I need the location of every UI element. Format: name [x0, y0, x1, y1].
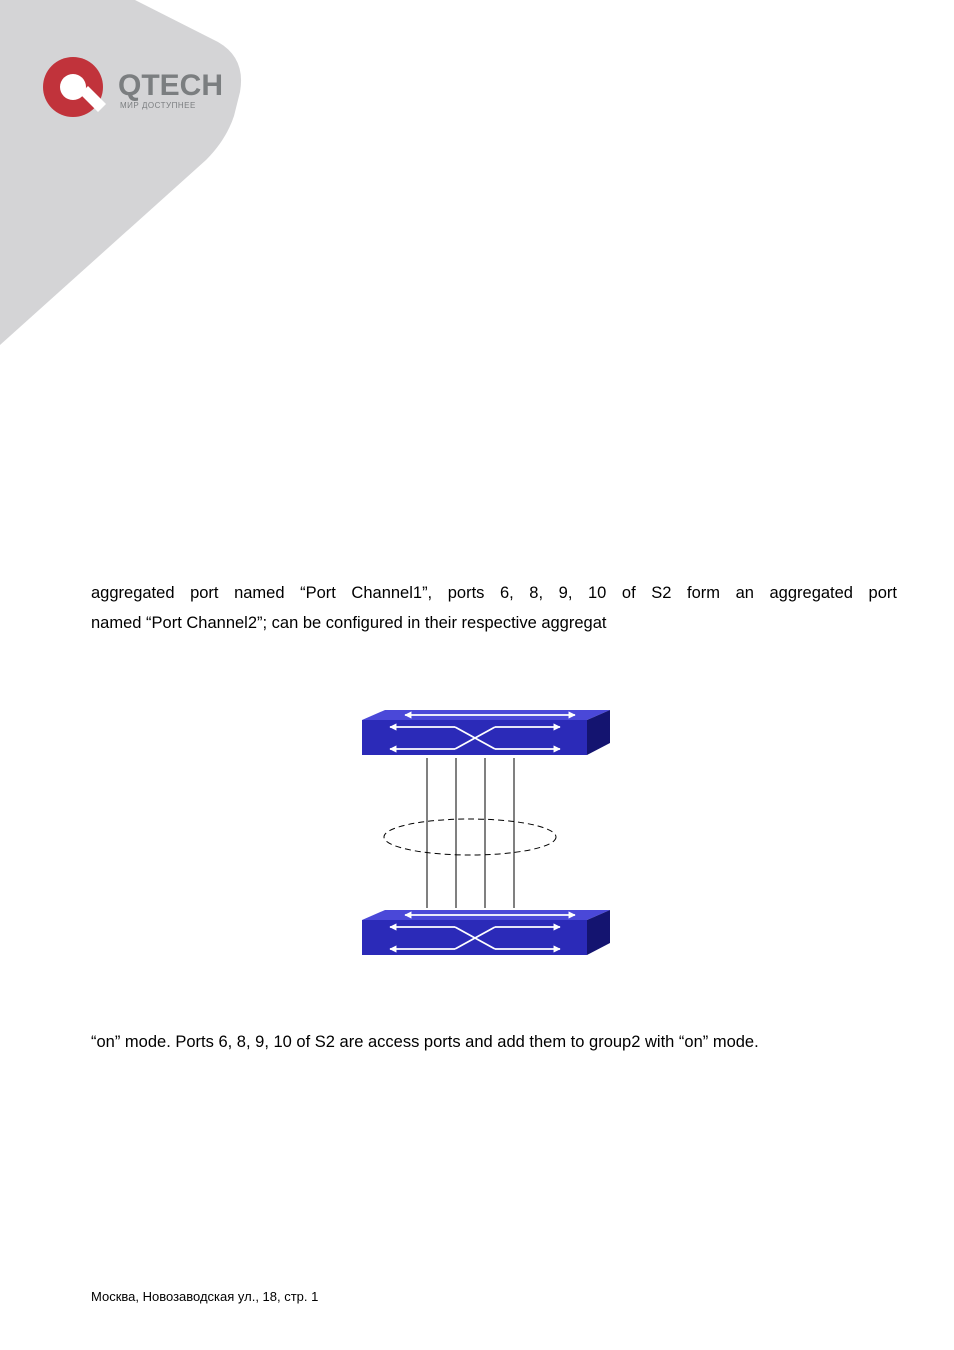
switch-s1-icon: [362, 710, 610, 755]
logo-q-icon: [43, 57, 106, 117]
company-logo: [36, 50, 266, 130]
body-paragraph-1-line-1: aggregated port named “Port Channel1”, ports 6, 8, 9, 10 of S2 form an aggregated port: [91, 584, 897, 602]
port-aggregation-diagram: [350, 700, 620, 960]
footer-address: Москва, Новозаводская ул., 18, стр. 1: [91, 1289, 319, 1304]
logo-tagline-text: МИР ДОСТУПНЕЕ: [120, 101, 196, 110]
switch-s2-icon: [362, 910, 610, 955]
logo-brand-text: QTECH: [118, 69, 223, 102]
aggregated-links: [427, 758, 514, 908]
port-channel-ellipse: [384, 819, 556, 855]
body-paragraph-1-line-2: named “Port Channel2”; can be configured in their respective aggregat: [91, 614, 607, 632]
body-paragraph-2: “on” mode. Ports 6, 8, 9, 10 of S2 are access ports and add them to group2 with “on” mode.: [91, 1033, 759, 1051]
body-paragraph-1: [91, 578, 897, 638]
